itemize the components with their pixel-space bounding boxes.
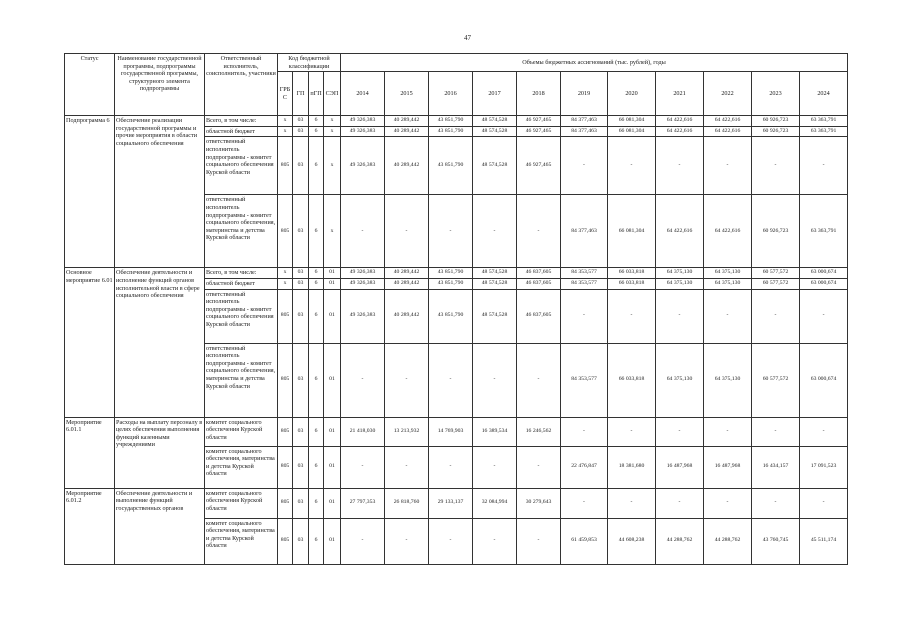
value-cell: - <box>341 343 385 417</box>
value-cell: - <box>429 343 473 417</box>
value-cell: - <box>656 488 704 518</box>
code-cell: 805 <box>278 488 293 518</box>
value-cell: 16 389,534 <box>473 417 517 446</box>
row-responsible: комитет социального обеспечения Курской области <box>205 488 278 518</box>
value-cell: - <box>385 343 429 417</box>
value-cell: 64 375,130 <box>704 268 752 279</box>
code-cell: 805 <box>278 343 293 417</box>
value-cell: 84 353,577 <box>561 268 608 279</box>
page-number: 47 <box>464 34 471 42</box>
value-cell: - <box>752 289 800 343</box>
value-cell: 40 289,442 <box>385 268 429 279</box>
code-cell: x <box>278 268 293 279</box>
value-cell: - <box>561 417 608 446</box>
code-cell: 6 <box>309 116 324 127</box>
header-code-sep: СЭП <box>324 72 341 116</box>
code-cell: 03 <box>293 126 309 137</box>
header-year: 2018 <box>517 72 561 116</box>
row-responsible: комитет социального обеспечения, материнства и детства Курской области <box>205 446 278 488</box>
header-volumes: Объемы бюджетных ассигнований (тыс. рублей), годы <box>341 54 848 72</box>
value-cell: - <box>385 446 429 488</box>
value-cell: - <box>473 195 517 268</box>
value-cell: 48 574,528 <box>473 278 517 289</box>
row-responsible: областной бюджет <box>205 278 278 289</box>
value-cell: 63 363,791 <box>800 195 848 268</box>
value-cell: 46 927,465 <box>517 116 561 127</box>
value-cell: 66 081,304 <box>608 126 656 137</box>
code-cell: 01 <box>324 278 341 289</box>
value-cell: 84 377,463 <box>561 195 608 268</box>
row-name: Обеспечение деятельности и выполнение функций государственных органов <box>115 488 205 564</box>
value-cell: 61 459,853 <box>561 518 608 564</box>
row-responsible: ответственный исполнитель подпрограммы - комитет социального обеспечения, материнства и детства Курской области <box>205 343 278 417</box>
value-cell: - <box>473 518 517 564</box>
row-responsible: Всего, в том числе: <box>205 116 278 127</box>
row-name: Обеспечение деятельности и исполнение функций органов исполнительной власти в сфере социального обеспечения <box>115 268 205 417</box>
value-cell: 63 363,791 <box>800 126 848 137</box>
value-cell: 64 375,130 <box>656 268 704 279</box>
value-cell: - <box>704 417 752 446</box>
value-cell: 84 377,463 <box>561 116 608 127</box>
header-year: 2024 <box>800 72 848 116</box>
row-responsible: Всего, в том числе: <box>205 268 278 279</box>
value-cell: 48 574,528 <box>473 289 517 343</box>
value-cell: 46 837,605 <box>517 289 561 343</box>
value-cell: 44 608,238 <box>608 518 656 564</box>
value-cell: 32 084,994 <box>473 488 517 518</box>
value-cell: - <box>704 289 752 343</box>
header-status: Статус <box>65 54 115 116</box>
value-cell: 49 326,383 <box>341 268 385 279</box>
value-cell: 40 289,442 <box>385 126 429 137</box>
code-cell: 03 <box>293 518 309 564</box>
code-cell: x <box>278 278 293 289</box>
row-name: Расходы на выплату персоналу в целях обеспечения выполнения функций казенными учреждениями <box>115 417 205 488</box>
value-cell: - <box>752 417 800 446</box>
table-row <box>65 417 848 446</box>
row-name: Обеспечение реализации государственной программы и прочие мероприятия в области социального обеспечения <box>115 116 205 268</box>
table-row <box>65 116 848 127</box>
code-cell: 6 <box>309 343 324 417</box>
value-cell: - <box>341 518 385 564</box>
value-cell: 16 246,562 <box>517 417 561 446</box>
value-cell: 84 377,463 <box>561 126 608 137</box>
value-cell: - <box>608 289 656 343</box>
value-cell: 40 289,442 <box>385 137 429 195</box>
value-cell: 49 326,383 <box>341 289 385 343</box>
code-cell: 805 <box>278 137 293 195</box>
value-cell: 48 574,528 <box>473 268 517 279</box>
code-cell: 03 <box>293 116 309 127</box>
value-cell: 64 422,616 <box>656 126 704 137</box>
value-cell: - <box>752 488 800 518</box>
value-cell: 40 289,442 <box>385 116 429 127</box>
value-cell: 43 851,790 <box>429 126 473 137</box>
code-cell: x <box>324 195 341 268</box>
value-cell: - <box>517 343 561 417</box>
value-cell: 49 326,383 <box>341 278 385 289</box>
value-cell: - <box>385 195 429 268</box>
value-cell: 63 363,791 <box>800 116 848 127</box>
header-year: 2014 <box>341 72 385 116</box>
row-status: Мероприятие 6.01.1 <box>65 417 115 488</box>
header-year: 2022 <box>704 72 752 116</box>
code-cell: 6 <box>309 278 324 289</box>
row-responsible: ответственный исполнитель подпрограммы - комитет социального обеспечения Курской области <box>205 289 278 343</box>
value-cell: 64 422,616 <box>704 116 752 127</box>
code-cell: 03 <box>293 446 309 488</box>
code-cell: x <box>324 116 341 127</box>
value-cell: 64 375,130 <box>656 343 704 417</box>
value-cell: - <box>429 446 473 488</box>
code-cell: 01 <box>324 268 341 279</box>
value-cell: 64 375,130 <box>656 278 704 289</box>
row-responsible: комитет социального обеспечения Курской области <box>205 417 278 446</box>
code-cell: 01 <box>324 518 341 564</box>
value-cell: 40 289,442 <box>385 289 429 343</box>
value-cell: 66 033,818 <box>608 278 656 289</box>
value-cell: - <box>473 446 517 488</box>
value-cell: - <box>561 488 608 518</box>
value-cell: 60 577,572 <box>752 278 800 289</box>
value-cell: 64 375,130 <box>704 278 752 289</box>
value-cell: 22 476,847 <box>561 446 608 488</box>
value-cell: 49 326,383 <box>341 137 385 195</box>
row-responsible: областной бюджет <box>205 126 278 137</box>
value-cell: 60 577,572 <box>752 268 800 279</box>
code-cell: 03 <box>293 488 309 518</box>
value-cell: - <box>517 195 561 268</box>
value-cell: 45 511,174 <box>800 518 848 564</box>
row-status: Основное мероприятие 6.01 <box>65 268 115 417</box>
value-cell: 46 927,465 <box>517 126 561 137</box>
value-cell: 26 818,760 <box>385 488 429 518</box>
code-cell: 03 <box>293 343 309 417</box>
value-cell: 63 000,674 <box>800 343 848 417</box>
value-cell: - <box>752 137 800 195</box>
code-cell: 6 <box>309 126 324 137</box>
value-cell: 84 353,577 <box>561 343 608 417</box>
value-cell: 43 851,790 <box>429 137 473 195</box>
value-cell: 48 574,528 <box>473 137 517 195</box>
table-row <box>65 268 848 279</box>
value-cell: - <box>429 518 473 564</box>
value-cell: 21 418,030 <box>341 417 385 446</box>
code-cell: 01 <box>324 343 341 417</box>
value-cell: 16 487,968 <box>656 446 704 488</box>
value-cell: 60 926,723 <box>752 195 800 268</box>
value-cell: - <box>800 137 848 195</box>
value-cell: - <box>385 518 429 564</box>
header-year: 2021 <box>656 72 704 116</box>
value-cell: 60 926,723 <box>752 116 800 127</box>
row-status: Мероприятие 6.01.2 <box>65 488 115 564</box>
code-cell: 03 <box>293 278 309 289</box>
code-cell: 03 <box>293 137 309 195</box>
value-cell: 43 851,790 <box>429 268 473 279</box>
code-cell: 01 <box>324 289 341 343</box>
value-cell: - <box>800 488 848 518</box>
value-cell: 48 574,528 <box>473 116 517 127</box>
value-cell: 46 837,605 <box>517 278 561 289</box>
code-cell: 03 <box>293 195 309 268</box>
header-code-gp: ГП <box>293 72 309 116</box>
value-cell: 29 133,137 <box>429 488 473 518</box>
value-cell: 43 851,790 <box>429 116 473 127</box>
value-cell: 66 033,818 <box>608 268 656 279</box>
value-cell: - <box>608 137 656 195</box>
value-cell: 64 375,130 <box>704 343 752 417</box>
value-cell: - <box>800 289 848 343</box>
value-cell: 43 760,745 <box>752 518 800 564</box>
code-cell: 01 <box>324 446 341 488</box>
code-cell: 6 <box>309 518 324 564</box>
code-cell: x <box>278 126 293 137</box>
value-cell: 16 487,968 <box>704 446 752 488</box>
table-row <box>65 488 848 518</box>
value-cell: 46 927,465 <box>517 137 561 195</box>
value-cell: 49 326,383 <box>341 126 385 137</box>
value-cell: - <box>800 417 848 446</box>
code-cell: 6 <box>309 268 324 279</box>
header-code-grbs: ГРБС <box>278 72 293 116</box>
row-responsible: комитет социального обеспечения, материнства и детства Курской области <box>205 518 278 564</box>
row-responsible: ответственный исполнитель подпрограммы - комитет социального обеспечения Курской области <box>205 137 278 195</box>
header-name: Наименование государственной программы, подпрограммы государственной программы, структурного элемента подпрограммы <box>115 54 205 116</box>
value-cell: 13 213,932 <box>385 417 429 446</box>
code-cell: 6 <box>309 488 324 518</box>
value-cell: 64 422,616 <box>704 126 752 137</box>
value-cell: 60 577,572 <box>752 343 800 417</box>
value-cell: 16 434,157 <box>752 446 800 488</box>
value-cell: 60 926,723 <box>752 126 800 137</box>
value-cell: 18 381,680 <box>608 446 656 488</box>
value-cell: - <box>608 417 656 446</box>
value-cell: 66 081,304 <box>608 195 656 268</box>
header-code-group: Код бюджетной классификации <box>278 54 341 72</box>
value-cell: 43 851,790 <box>429 289 473 343</box>
header-year: 2020 <box>608 72 656 116</box>
value-cell: 17 091,523 <box>800 446 848 488</box>
value-cell: - <box>517 446 561 488</box>
value-cell: - <box>656 417 704 446</box>
value-cell: 44 288,762 <box>704 518 752 564</box>
code-cell: 6 <box>309 417 324 446</box>
value-cell: - <box>517 518 561 564</box>
value-cell: 63 000,674 <box>800 268 848 279</box>
code-cell: 805 <box>278 289 293 343</box>
value-cell: 30 279,643 <box>517 488 561 518</box>
code-cell: 805 <box>278 195 293 268</box>
value-cell: 49 326,383 <box>341 116 385 127</box>
code-cell: 6 <box>309 446 324 488</box>
value-cell: 40 289,442 <box>385 278 429 289</box>
value-cell: - <box>704 488 752 518</box>
code-cell: 01 <box>324 488 341 518</box>
header-code-pgp: пГП <box>309 72 324 116</box>
value-cell: 64 422,616 <box>656 195 704 268</box>
code-cell: x <box>324 126 341 137</box>
code-cell: x <box>278 116 293 127</box>
header-year: 2015 <box>385 72 429 116</box>
value-cell: 63 000,674 <box>800 278 848 289</box>
value-cell: 27 797,353 <box>341 488 385 518</box>
header-year: 2023 <box>752 72 800 116</box>
value-cell: 14 769,903 <box>429 417 473 446</box>
value-cell: - <box>608 488 656 518</box>
value-cell: - <box>341 195 385 268</box>
value-cell: - <box>561 137 608 195</box>
header-responsible: Ответственный исполнитель, соисполнитель, участники <box>205 54 278 116</box>
header-year: 2017 <box>473 72 517 116</box>
value-cell: - <box>656 137 704 195</box>
code-cell: 01 <box>324 417 341 446</box>
code-cell: 03 <box>293 268 309 279</box>
code-cell: 03 <box>293 417 309 446</box>
code-cell: 6 <box>309 137 324 195</box>
value-cell: 66 081,304 <box>608 116 656 127</box>
value-cell: 46 837,605 <box>517 268 561 279</box>
value-cell: - <box>341 446 385 488</box>
value-cell: 64 422,616 <box>656 116 704 127</box>
budget-table <box>64 53 848 565</box>
code-cell: 805 <box>278 446 293 488</box>
value-cell: 64 422,616 <box>704 195 752 268</box>
code-cell: 6 <box>309 195 324 268</box>
value-cell: - <box>561 289 608 343</box>
code-cell: 03 <box>293 289 309 343</box>
code-cell: 6 <box>309 289 324 343</box>
code-cell: 805 <box>278 417 293 446</box>
value-cell: 43 851,790 <box>429 278 473 289</box>
value-cell: 48 574,528 <box>473 126 517 137</box>
code-cell: 805 <box>278 518 293 564</box>
code-cell: x <box>324 137 341 195</box>
value-cell: 44 288,762 <box>656 518 704 564</box>
value-cell: 84 353,577 <box>561 278 608 289</box>
row-status: Подпрограмма 6 <box>65 116 115 268</box>
value-cell: - <box>704 137 752 195</box>
value-cell: - <box>429 195 473 268</box>
header-year: 2019 <box>561 72 608 116</box>
value-cell: - <box>473 343 517 417</box>
header-year: 2016 <box>429 72 473 116</box>
value-cell: - <box>656 289 704 343</box>
value-cell: 66 033,818 <box>608 343 656 417</box>
row-responsible: ответственный исполнитель подпрограммы - комитет социального обеспечения, материнства и детства Курской области <box>205 195 278 268</box>
